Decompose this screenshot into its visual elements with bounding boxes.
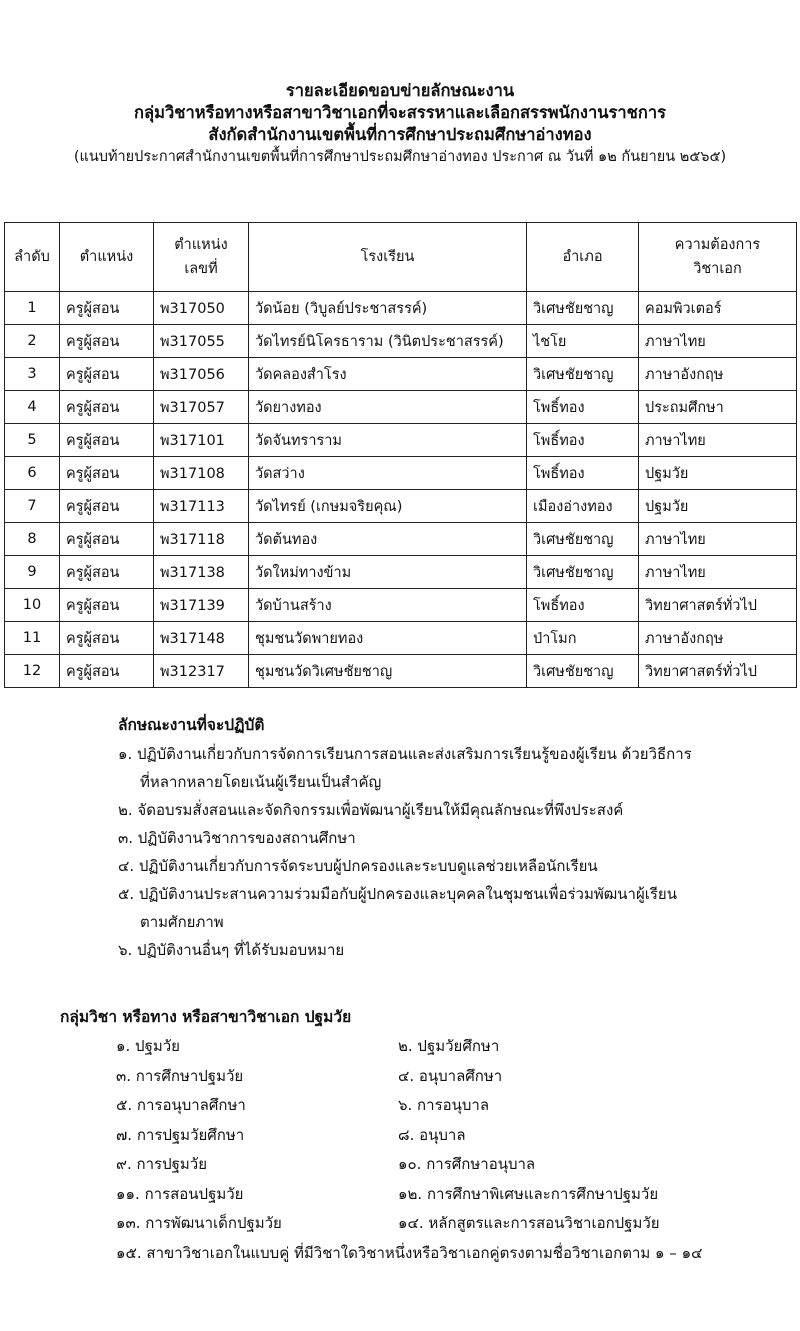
duty-item-text: ๑. ปฏิบัติงานเกี่ยวกับการจัดการเรียนการสอนและส่งเสริมการเรียนรู้ของผู้เรียน ด้วยวิธีการ bbox=[118, 745, 692, 763]
subject-item: ๓. การศึกษาปฐมวัย bbox=[116, 1066, 244, 1085]
col-header-position-no-line2: เลขที่ bbox=[184, 261, 218, 277]
cell-no: 6 bbox=[5, 457, 60, 490]
table-row bbox=[5, 325, 797, 358]
header-title: รายละเอียดขอบข่ายลักษณะงาน bbox=[285, 81, 515, 100]
cell-district: ไชโย bbox=[527, 325, 639, 358]
cell-position: ครูผู้สอน bbox=[60, 655, 154, 688]
table-row bbox=[5, 490, 797, 523]
cell-no: 2 bbox=[5, 325, 60, 358]
duty-item bbox=[118, 796, 788, 824]
cell-major: ประถมศึกษา bbox=[639, 391, 797, 424]
cell-position-code: พ317055 bbox=[154, 325, 249, 358]
cell-major: ปฐมวัย bbox=[639, 490, 797, 523]
subject-item: ๖. การอนุบาล bbox=[398, 1096, 490, 1114]
duty-item bbox=[118, 824, 788, 852]
subjects-title: กลุ่มวิชา หรือทาง หรือสาขาวิชาเอก ปฐมวัย bbox=[60, 1008, 352, 1026]
cell-position-code: พ317108 bbox=[154, 457, 249, 490]
table-row bbox=[5, 358, 797, 391]
cell-school: วัดคลองสำโรง bbox=[249, 358, 527, 391]
cell-district: วิเศษชัยชาญ bbox=[527, 523, 639, 556]
cell-position: ครูผู้สอน bbox=[60, 589, 154, 622]
table-row bbox=[5, 424, 797, 457]
table-row bbox=[5, 589, 797, 622]
cell-school: วัดสว่าง bbox=[249, 457, 527, 490]
subject-item: ๗. การปฐมวัยศึกษา bbox=[116, 1125, 245, 1144]
subject-item: ๑๓. การพัฒนาเด็กปฐมวัย bbox=[116, 1214, 282, 1232]
duty-item-text: ๕. ปฏิบัติงานประสานความร่วมมือกับผู้ปกครองและบุคคลในชุมชนเพื่อร่วมพัฒนาผู้เรียน bbox=[118, 885, 677, 903]
duty-item bbox=[118, 936, 788, 964]
cell-school: วัดจันทราราม bbox=[249, 424, 527, 457]
cell-school: วัดต้นทอง bbox=[249, 523, 527, 556]
cell-major: ภาษาอังกฤษ bbox=[639, 622, 797, 655]
cell-district: วิเศษชัยชาญ bbox=[527, 655, 639, 688]
cell-position-code: พ317139 bbox=[154, 589, 249, 622]
cell-position: ครูผู้สอน bbox=[60, 358, 154, 391]
cell-major: ภาษาไทย bbox=[639, 556, 797, 589]
col-header-major bbox=[639, 223, 797, 292]
cell-major: ภาษาไทย bbox=[639, 325, 797, 358]
cell-no: 5 bbox=[5, 424, 60, 457]
cell-school: วัดใหม่ทางข้าม bbox=[249, 556, 527, 589]
cell-position-code: พ317148 bbox=[154, 622, 249, 655]
table-row bbox=[5, 292, 797, 325]
cell-district: เมืองอ่างทอง bbox=[527, 490, 639, 523]
cell-district: โพธิ์ทอง bbox=[527, 589, 639, 622]
duty-item-text: ๒. จัดอบรมสั่งสอนและจัดกิจกรรมเพื่อพัฒนาผู้เรียนให้มีคุณลักษณะที่พึงประสงค์ bbox=[118, 801, 624, 819]
cell-district: โพธิ์ทอง bbox=[527, 457, 639, 490]
cell-major: คอมพิวเตอร์ bbox=[639, 292, 797, 325]
col-header-major-line2: วิชาเอก bbox=[693, 261, 742, 277]
subject-item: ๒. ปฐมวัยศึกษา bbox=[398, 1037, 500, 1055]
cell-major: ภาษาอังกฤษ bbox=[639, 358, 797, 391]
duties-section bbox=[118, 710, 788, 964]
cell-position: ครูผู้สอน bbox=[60, 391, 154, 424]
subjects-grid bbox=[116, 1032, 780, 1239]
cell-position-code: พ317113 bbox=[154, 490, 249, 523]
subject-item: ๑๒. การศึกษาพิเศษและการศึกษาปฐมวัย bbox=[398, 1184, 659, 1203]
col-header-position: ตำแหน่ง bbox=[60, 223, 154, 292]
cell-no: 1 bbox=[5, 292, 60, 325]
cell-position: ครูผู้สอน bbox=[60, 490, 154, 523]
cell-school: ชุมชนวัดวิเศษชัยชาญ bbox=[249, 655, 527, 688]
cell-position-code: พ312317 bbox=[154, 655, 249, 688]
subject-item: ๕. การอนุบาลศึกษา bbox=[116, 1096, 246, 1114]
duty-item-text: ๖. ปฏิบัติงานอื่นๆ ที่ได้รับมอบหมาย bbox=[118, 941, 345, 959]
subject-item: ๑๐. การศึกษาอนุบาล bbox=[398, 1155, 536, 1173]
duties-title: ลักษณะงานที่จะปฏิบัติ bbox=[118, 716, 265, 734]
cell-position: ครูผู้สอน bbox=[60, 292, 154, 325]
table-row bbox=[5, 655, 797, 688]
cell-school: ชุมชนวัดพายทอง bbox=[249, 622, 527, 655]
subject-item: ๔. อนุบาลศึกษา bbox=[398, 1066, 503, 1085]
table-header-row bbox=[5, 223, 797, 292]
cell-district: โพธิ์ทอง bbox=[527, 424, 639, 457]
header-agency: สังกัดสำนักงานเขตพื้นที่การศึกษาประถมศึกษาอ่างทอง bbox=[208, 125, 592, 144]
cell-district: วิเศษชัยชาญ bbox=[527, 358, 639, 391]
cell-district: วิเศษชัยชาญ bbox=[527, 292, 639, 325]
duty-item bbox=[118, 852, 788, 880]
cell-position: ครูผู้สอน bbox=[60, 424, 154, 457]
subject-item: ๑. ปฐมวัย bbox=[116, 1037, 180, 1055]
cell-no: 12 bbox=[5, 655, 60, 688]
cell-school: วัดยางทอง bbox=[249, 391, 527, 424]
cell-major: วิทยาศาสตร์ทั่วไป bbox=[639, 655, 797, 688]
cell-position: ครูผู้สอน bbox=[60, 325, 154, 358]
subject-item: ๑๑. การสอนปฐมวัย bbox=[116, 1184, 244, 1203]
cell-no: 9 bbox=[5, 556, 60, 589]
cell-school: วัดไทรย์ (เกษมจริยคุณ) bbox=[249, 490, 527, 523]
cell-major: ปฐมวัย bbox=[639, 457, 797, 490]
cell-no: 7 bbox=[5, 490, 60, 523]
col-header-major-line1: ความต้องการ bbox=[674, 237, 761, 253]
cell-major: วิทยาศาสตร์ทั่วไป bbox=[639, 589, 797, 622]
cell-position-code: พ317101 bbox=[154, 424, 249, 457]
cell-position: ครูผู้สอน bbox=[60, 457, 154, 490]
cell-position: ครูผู้สอน bbox=[60, 523, 154, 556]
subject-item: ๙. การปฐมวัย bbox=[116, 1155, 207, 1173]
cell-position: ครูผู้สอน bbox=[60, 622, 154, 655]
col-header-district: อำเภอ bbox=[527, 223, 639, 292]
subject-item: ๘. อนุบาล bbox=[398, 1125, 466, 1144]
document-header bbox=[0, 80, 800, 168]
cell-no: 4 bbox=[5, 391, 60, 424]
cell-major: ภาษาไทย bbox=[639, 523, 797, 556]
table-row bbox=[5, 523, 797, 556]
subjects-section bbox=[60, 1002, 780, 1268]
duty-item-text: ๔. ปฏิบัติงานเกี่ยวกับการจัดระบบผู้ปกครองและระบบดูแลช่วยเหลือนักเรียน bbox=[118, 857, 598, 875]
table-row bbox=[5, 556, 797, 589]
col-header-position-no-line1: ตำแหน่ง bbox=[174, 237, 228, 253]
header-subtitle: กลุ่มวิชาหรือทางหรือสาขาวิชาเอกที่จะสรรหาและเลือกสรรพนักงานราชการ bbox=[134, 103, 666, 122]
cell-no: 11 bbox=[5, 622, 60, 655]
duty-item-continuation: ตามศักยภาพ bbox=[140, 913, 224, 931]
subject-item-15: ๑๕. สาขาวิชาเอกในแบบคู่ ที่มีวิชาใดวิชาหนึ่งหรือวิชาเอกคู่ตรงตามชื่อวิชาเอกตาม ๑ – ๑๔ bbox=[116, 1243, 703, 1262]
cell-major: ภาษาไทย bbox=[639, 424, 797, 457]
duty-item bbox=[118, 880, 788, 936]
header-attachment-note: (แนบท้ายประกาศสำนักงานเขตพื้นที่การศึกษาประถมศึกษาอ่างทอง ประกาศ ณ วันที่ ๑๒ กันยายน ๒๕๖๕) bbox=[73, 149, 727, 165]
cell-position-code: พ317056 bbox=[154, 358, 249, 391]
duty-item bbox=[118, 740, 788, 796]
col-header-no: ลำดับ bbox=[5, 223, 60, 292]
cell-position-code: พ317050 bbox=[154, 292, 249, 325]
cell-district: ป่าโมก bbox=[527, 622, 639, 655]
cell-district: วิเศษชัยชาญ bbox=[527, 556, 639, 589]
table-row bbox=[5, 622, 797, 655]
cell-school: วัดน้อย (วิบูลย์ประชาสรรค์) bbox=[249, 292, 527, 325]
cell-position-code: พ317057 bbox=[154, 391, 249, 424]
cell-no: 3 bbox=[5, 358, 60, 391]
cell-position: ครูผู้สอน bbox=[60, 556, 154, 589]
table-row bbox=[5, 457, 797, 490]
duty-item-continuation: ที่หลากหลายโดยเน้นผู้เรียนเป็นสำคัญ bbox=[140, 773, 382, 791]
col-header-position-no bbox=[154, 223, 249, 292]
cell-district: โพธิ์ทอง bbox=[527, 391, 639, 424]
cell-position-code: พ317118 bbox=[154, 523, 249, 556]
duty-item-text: ๓. ปฏิบัติงานวิชาการของสถานศึกษา bbox=[118, 829, 356, 847]
cell-no: 8 bbox=[5, 523, 60, 556]
cell-no: 10 bbox=[5, 589, 60, 622]
subject-item: ๑๔. หลักสูตรและการสอนวิชาเอกปฐมวัย bbox=[398, 1214, 660, 1232]
cell-school: วัดบ้านสร้าง bbox=[249, 589, 527, 622]
table-row bbox=[5, 391, 797, 424]
cell-position-code: พ317138 bbox=[154, 556, 249, 589]
col-header-school: โรงเรียน bbox=[249, 223, 527, 292]
position-table bbox=[4, 222, 797, 688]
cell-school: วัดไทรย์นิโครธาราม (วินิตประชาสรรค์) bbox=[249, 325, 527, 358]
